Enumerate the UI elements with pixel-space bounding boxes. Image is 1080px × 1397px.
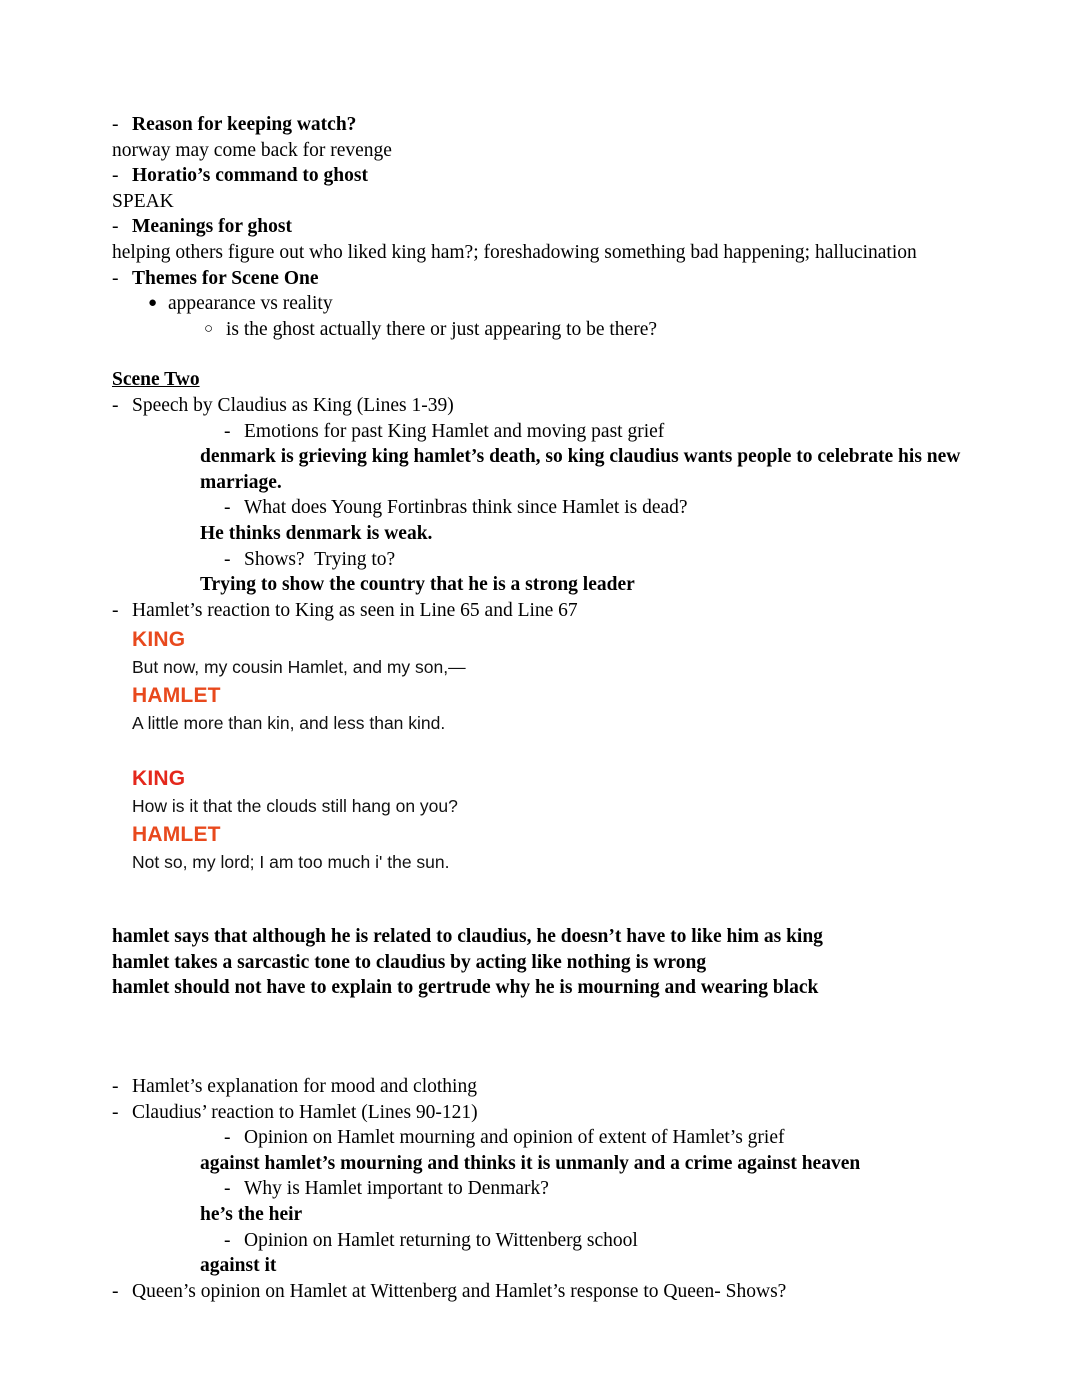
note-question: What does Young Fortinbras think since Hamlet is dead? <box>244 497 688 519</box>
dash-marker: - <box>112 599 119 621</box>
note-answer-opinion-mourning: against hamlet’s mourning and thinks it is unmanly and a crime against heaven <box>200 1152 861 1174</box>
note-subitem-wittenberg <box>224 1228 972 1254</box>
speaker-king: KING <box>132 767 186 791</box>
note-item-hamlet-mood-clothing <box>112 1074 972 1100</box>
document-content <box>112 112 972 1304</box>
scene-two-heading: Scene Two <box>112 369 200 391</box>
note-question: Horatio’s command to ghost <box>132 165 368 187</box>
note-item-themes-scene-one <box>112 266 972 292</box>
quote-block-first <box>132 625 972 737</box>
summary-line-1: hamlet says that although he is related to claudius, he doesn’t have to like him as king <box>112 926 823 948</box>
note-answer-shows-trying-to: Trying to show the country that he is a strong leader <box>200 574 635 596</box>
spacer <box>112 1001 972 1049</box>
spacer <box>112 342 972 367</box>
dash-marker: - <box>112 114 119 135</box>
note-answer-fortinbras: He thinks denmark is weak. <box>200 522 433 544</box>
dash-marker: - <box>112 1280 119 1302</box>
quote-block-second <box>132 764 972 876</box>
note-subitem-fortinbras <box>224 495 972 521</box>
note-question: Meanings for ghost <box>132 216 292 238</box>
dash-marker: - <box>112 1076 119 1098</box>
dash-marker: - <box>224 1178 231 1200</box>
dash-marker: - <box>112 267 119 289</box>
dash-marker: - <box>224 548 231 570</box>
dash-marker: - <box>224 420 231 442</box>
summary-line-3: hamlet should not have to explain to gertrude why he is mourning and wearing black <box>112 977 819 999</box>
summary-line-2: hamlet takes a sarcastic tone to claudius by acting like nothing is wrong <box>112 951 707 973</box>
note-answer-meanings-for-ghost: helping others figure out who liked king ham?; foreshadowing something bad happening; hallucination <box>112 241 917 263</box>
note-answer-horatio-command: SPEAK <box>112 190 174 212</box>
note-question: Hamlet’s reaction to King as seen in Line 65 and Line 67 <box>132 599 578 621</box>
quote-line-king: But now, my cousin Hamlet, and my son,— <box>132 657 466 678</box>
speaker-hamlet: HAMLET <box>132 684 221 708</box>
note-subitem-emotions-past-king <box>224 419 972 445</box>
theme-bullet-item <box>140 291 972 317</box>
dash-marker: - <box>112 165 119 187</box>
dash-marker: - <box>112 216 119 238</box>
spacer <box>112 876 972 924</box>
speaker-king: KING <box>132 628 186 652</box>
theme-subbullet-item <box>196 317 972 343</box>
theme-bullet-label: appearance vs reality <box>168 293 333 315</box>
quote-line-hamlet: Not so, my lord; I am too much i' the sun. <box>132 852 450 873</box>
note-answer-hamlet-importance: he’s the heir <box>200 1204 303 1226</box>
note-question: Hamlet’s explanation for mood and clothing <box>132 1076 477 1098</box>
note-item-hamlet-reaction <box>112 598 972 624</box>
note-answer-reason-for-keeping-watch: norway may come back for revenge <box>112 139 392 161</box>
note-question: Emotions for past King Hamlet and moving past grief <box>244 420 665 442</box>
dash-marker: - <box>224 497 231 519</box>
note-question: Opinion on Hamlet returning to Wittenberg school <box>244 1229 638 1251</box>
note-question: Speech by Claudius as King (Lines 1-39) <box>132 394 454 416</box>
note-question: Shows? Trying to? <box>244 548 396 570</box>
note-item-claudius-reaction <box>112 1100 972 1126</box>
dash-marker: - <box>224 1127 231 1149</box>
speaker-hamlet: HAMLET <box>132 823 221 847</box>
note-subitem-shows-trying-to <box>224 547 972 573</box>
note-item-reason-for-keeping-watch <box>112 112 972 138</box>
bullet-icon: ● <box>148 295 158 312</box>
circle-bullet-icon: ○ <box>204 320 214 337</box>
note-question: Why is Hamlet important to Denmark? <box>244 1178 549 1200</box>
dash-marker: - <box>112 394 119 416</box>
note-item-speech-by-claudius <box>112 393 972 419</box>
note-item-queen-opinion <box>112 1279 972 1305</box>
spacer <box>112 1049 972 1074</box>
note-question: Claudius’ reaction to Hamlet (Lines 90-121) <box>132 1101 478 1123</box>
quote-line-king: How is it that the clouds still hang on you? <box>132 796 458 817</box>
note-question: Queen’s opinion on Hamlet at Wittenberg and Hamlet’s response to Queen- Shows? <box>132 1280 787 1302</box>
theme-subbullet-label: is the ghost actually there or just appearing to be there? <box>226 318 658 340</box>
note-question: Opinion on Hamlet mourning and opinion of extent of Hamlet’s grief <box>244 1127 785 1149</box>
note-item-horatio-command <box>112 163 972 189</box>
dash-marker: - <box>112 1101 119 1123</box>
note-answer-wittenberg: against it <box>200 1255 277 1277</box>
note-subitem-opinion-mourning <box>224 1125 972 1151</box>
note-subitem-hamlet-importance <box>224 1176 972 1202</box>
note-question: Themes for Scene One <box>132 267 319 289</box>
spacer <box>112 737 972 762</box>
quote-line-hamlet: A little more than kin, and less than kind. <box>132 713 446 734</box>
dash-marker: - <box>224 1229 231 1251</box>
note-item-meanings-for-ghost <box>112 214 972 240</box>
note-answer-emotions-past-king: denmark is grieving king hamlet’s death, so king claudius wants people to celebrate his new marriage. <box>200 446 966 493</box>
note-question: Reason for keeping watch? <box>132 114 357 135</box>
